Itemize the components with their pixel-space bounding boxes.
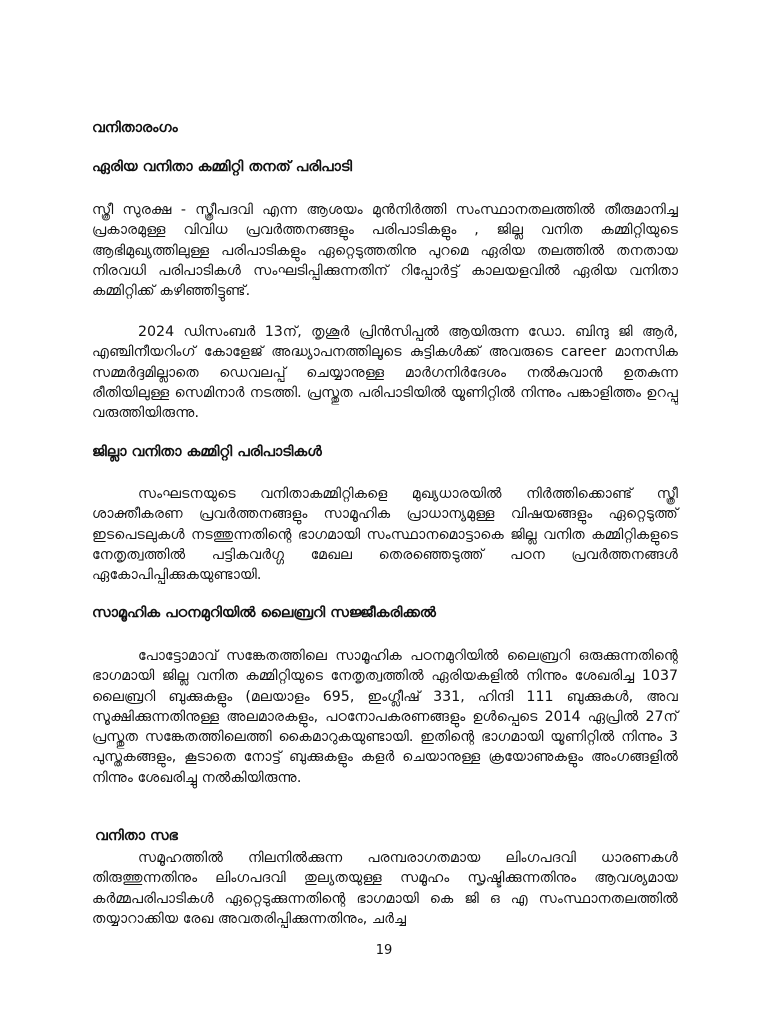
paragraph-vanitha-sabha [92, 848, 678, 929]
section-heading-district-committee: ജില്ലാ വനിതാ കമ്മിറ്റി പരിപാടികൾ [92, 444, 322, 460]
paragraph-library [92, 646, 678, 788]
page-title: വനിതാരംഗം [92, 120, 178, 136]
paragraph-area-committee-intro: സ്ത്രീ സുരക്ഷ - സ്ത്രീപദവി എന്ന ആശയം മുൻനിർത്തി സംസ്ഥാനതലത്തിൽ തീരുമാനിച്ച പ്രകാരമുള്ള വിവിധ പ്രവർത്തനങ്ങളും പരിപാടികളും , ജില്ല വനിത കമ്മിറ്റിയുടെ ആഭിമുഖ്യത്തിലുള്ള പരിപാടികളും ഏറ്റെടുത്തതിനു പുറമെ ഏരിയ തലത്തിൽ തനതായ നിരവധി പരിപാടികൾ സംഘടിപ്പിക്കുന്നതിന് റിപ്പോർട്ട് കാലയളവിൽ ഏരിയ വനിതാ കമ്മിറ്റിക്ക് കഴിഞ്ഞിട്ടുണ്ട്. [92, 202, 678, 300]
paragraph-library-text: പോട്ടോമാവ് സങ്കേതത്തിലെ സാമൂഹിക പഠനമുറിയിൽ ലൈബ്രറി ഒരുക്കുന്നതിന്റെ ഭാഗമായി ജില്ല വനിത കമ്മിറ്റിയുടെ നേതൃത്വത്തിൽ ഏരിയകളിൽ നിന്നും ശേഖരിച്ച 1037 ലൈബ്രറി ബുക്കുകളും (മലയാളം 695, ഇംഗ്ലീഷ് 331, ഹിന്ദി 111 ബുക്കുകൾ, അവ സൂക്ഷിക്കുന്നതിനുള്ള അലമാരകളും, പഠനോപകരണങ്ങളും ഉൾപ്പെടെ 2014 ഏപ്രിൽ 27ന് പ്രസ്തുത സങ്കേതത്തിലെത്തി കൈമാറുകയുണ്ടായി. ഇതിന്റെ ഭാഗമായി യൂണിറ്റിൽ നിന്നും 3 പുസ്തകങ്ങളും, കൂടാതെ നോട്ട് ബുക്കുകളും കളർ ചെയാനുള്ള ക്രയോണുകളും അംഗങ്ങളിൽ നിന്നും ശേഖരിച്ചു നൽകിയിരുന്നു. [92, 648, 678, 786]
section-heading-library: സാമൂഹിക പഠനമുറിയിൽ ലൈബ്രറി സജ്ജീകരിക്കൽ [92, 605, 436, 621]
paragraph-district-committee-text: സംഘടനയുടെ വനിതാകമ്മിറ്റികളെ മുഖ്യധാരയിൽ നിർത്തിക്കൊണ്ട് സ്ത്രീ ശാക്തീകരണ പ്രവർത്തനങ്ങളും സാമൂഹിക പ്രാധാന്യമുള്ള വിഷയങ്ങളും ഏറ്റെടുത്ത് ഇടപെടലുകൾ നടത്തുന്നതിന്റെ ഭാഗമായി സംസ്ഥാനമൊട്ടാകെ ജില്ല വനിത കമ്മിറ്റികളുടെ നേതൃത്വത്തിൽ പട്ടികവർഗ്ഗ മേഖല തെരഞ്ഞെടുത്ത് പഠന പ്രവർത്തനങ്ങൾ ഏകോപിപ്പിക്കുകയുണ്ടായി. [92, 486, 678, 584]
section-heading-area-committee: ഏരിയ വനിതാ കമ്മിറ്റി തനത് പരിപാടി [92, 159, 352, 175]
section-heading-vanitha-sabha: വനിതാ സഭ [95, 828, 178, 844]
paragraph-seminar-text: 2024 ഡിസംബർ 13ന്, തൃശൂർ പ്രിൻസിപ്പൽ ആയിരുന്ന ഡോ. ബിന്ദു ജി ആർ, എഞ്ചിനീയറിംഗ് കോളേജ് അദ്ധ്യാപനത്തിലൂടെ കുട്ടികൾക്ക് അവരുടെ career മാനസിക സമ്മർദ്ദമില്ലാതെ ഡെവലപ്പ് ചെയ്യാനുള്ള മാർഗനിർദേശം നൽകുവാൻ ഉതകുന്ന രീതിയിലുള്ള സെമിനാർ നടത്തി. പ്രസ്തുത പരിപാടിയിൽ യൂണിറ്റിൽ നിന്നും പങ്കാളിത്തം ഉറപ്പു വരുത്തിയിരുന്നു. [92, 324, 678, 422]
paragraph-vanitha-sabha-text: സമൂഹത്തിൽ നിലനിൽക്കുന്ന പരമ്പരാഗതമായ ലിംഗപദവി ധാരണകൾ തിരുത്തുന്നതിനും ലിംഗപദവി തുല്യതയുള്ള സമൂഹം സൃഷ്ടിക്കുന്നതിനും ആവശ്യമായ കർമ്മപരിപാടികൾ ഏറ്റെടുക്കുന്നതിന്റെ ഭാഗമായി കെ ജി ഒ എ സംസ്ഥാനതലത്തിൽ തയ്യാറാക്കിയ രേഖ അവതരിപ്പിക്കുന്നതിനും, ചർച്ച [92, 850, 678, 927]
page-number: 19 [375, 943, 393, 958]
paragraph-seminar [92, 322, 678, 423]
paragraph-district-committee [92, 484, 678, 585]
